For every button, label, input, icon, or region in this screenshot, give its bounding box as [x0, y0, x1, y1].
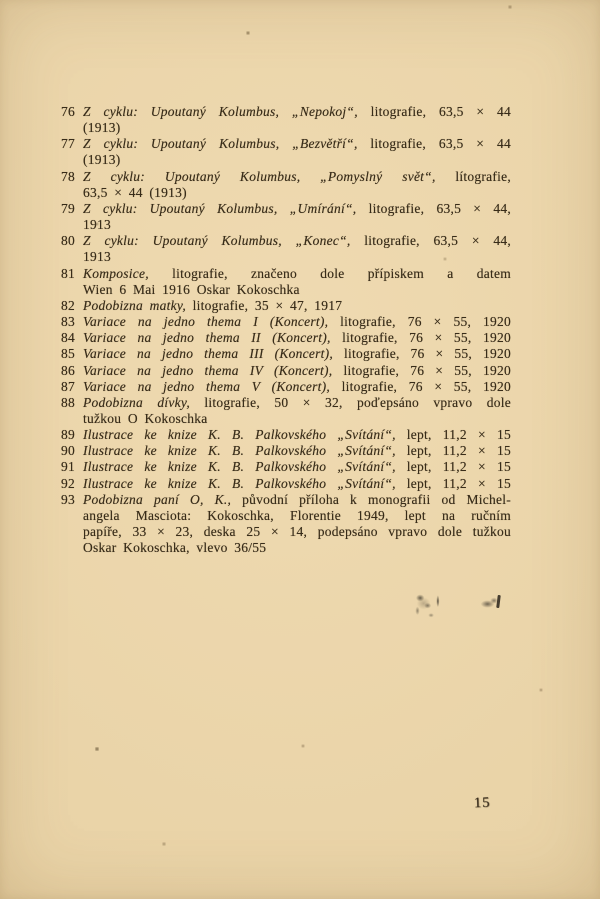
entry-number: 88 — [61, 394, 75, 410]
entry-number: 89 — [61, 427, 75, 443]
entry-line — [83, 492, 511, 508]
page-number: 15 — [473, 794, 491, 812]
entry-line — [83, 395, 511, 411]
detail-segment: litografie, 63,5 × 44 — [357, 136, 512, 152]
entry-line — [83, 120, 511, 136]
detail-segment: lept, 11,2 × 15 — [395, 443, 511, 459]
entry-text — [83, 459, 511, 475]
detail-segment: litografie, 63,5 × 44, — [350, 233, 511, 249]
entry-text — [83, 330, 511, 346]
entry-line — [83, 282, 511, 298]
entry-text — [83, 298, 511, 314]
entry-number: 90 — [61, 443, 75, 459]
entry-number: 86 — [61, 362, 75, 378]
title-segment: Ilustrace ke knize K. B. Palkovského „Svítání“, — [83, 443, 396, 459]
detail-segment: litografie, 35 × 47, 1917 — [186, 297, 343, 313]
title-segment: Ilustrace ke knize K. B. Palkovského „Svítání“, — [83, 427, 396, 443]
entry-line — [83, 459, 511, 475]
detail-segment: původní příloha k monografii od Michel- — [231, 491, 511, 507]
title-segment: Z cyklu: Upoutaný Kolumbus, „Konec“, — [83, 233, 351, 249]
entry-line — [83, 201, 511, 217]
detail-segment: litografie, značeno dole přípiskem a datem — [148, 265, 511, 281]
entry-line — [83, 169, 511, 185]
title-segment: Z cyklu: Upoutaný Kolumbus, „Nepokoj“, — [83, 104, 358, 119]
title-segment: Komposice, — [83, 265, 149, 281]
title-segment: Podobizna dívky, — [83, 394, 190, 410]
entry-line — [83, 427, 511, 443]
entry-text — [83, 201, 511, 233]
entry-number: 79 — [61, 200, 75, 216]
title-segment: Variace na jedno thema II (Koncert), — [83, 330, 331, 346]
entry-text — [83, 136, 511, 168]
entry-line — [83, 508, 511, 524]
entry-number: 83 — [61, 314, 75, 330]
detail-segment: lept, 11,2 × 15 — [395, 459, 511, 475]
catalog-entry — [61, 476, 511, 492]
entry-number: 93 — [61, 491, 75, 507]
entry-number: 87 — [61, 378, 75, 394]
entry-line — [83, 346, 511, 362]
catalog-entry — [61, 346, 511, 362]
title-segment: Z cyklu: Upoutaný Kolumbus, „Umírání“, — [83, 200, 357, 216]
catalog-entry — [61, 443, 511, 459]
catalog-entry — [61, 492, 511, 557]
ink-smudge — [410, 589, 444, 621]
entry-line — [83, 249, 511, 265]
catalog-entry — [61, 395, 511, 427]
entry-number: 84 — [61, 330, 75, 346]
entry-number: 91 — [61, 459, 75, 475]
catalog-entry — [61, 266, 511, 298]
catalog-entry — [61, 169, 511, 201]
catalog-entry — [61, 201, 511, 233]
title-segment: Z cyklu: Upoutaný Kolumbus, „Bezvětří“, — [83, 136, 358, 152]
detail-segment: 1913 — [83, 249, 111, 265]
entry-text — [83, 104, 511, 136]
detail-segment: litografie, 76 × 55, 1920 — [330, 378, 511, 394]
entry-line — [83, 379, 511, 395]
entry-number: 82 — [61, 297, 75, 313]
detail-segment: 63,5 × 44 (1913) — [83, 184, 187, 200]
catalog-entry — [61, 136, 511, 168]
entry-text — [83, 379, 511, 395]
catalog-entry — [61, 427, 511, 443]
entry-line — [83, 152, 511, 168]
entry-text — [83, 169, 511, 201]
entry-line — [83, 185, 511, 201]
catalog-entry — [61, 233, 511, 265]
entry-number: 78 — [61, 168, 75, 184]
detail-segment: Wien 6 Mai 1916 Oskar Kokoschka — [83, 281, 300, 297]
entry-number: 92 — [61, 475, 75, 491]
catalog-list — [61, 104, 511, 556]
entry-line — [83, 443, 511, 459]
title-segment: Variace na jedno thema I (Koncert), — [83, 314, 329, 330]
entry-text — [83, 314, 511, 330]
detail-segment: (1913) — [83, 120, 121, 136]
entry-line — [83, 314, 511, 330]
title-segment: Ilustrace ke knize K. B. Palkovského „Svítání“, — [83, 475, 396, 491]
entry-number: 81 — [61, 265, 75, 281]
entry-line — [83, 233, 511, 249]
detail-segment: angela Masciota: Kokoschka, Florentie 1949, lept na ručním — [83, 507, 511, 523]
entry-number: 85 — [61, 346, 75, 362]
catalog-entry — [61, 314, 511, 330]
catalog-entry — [61, 104, 511, 136]
catalog-entry — [61, 379, 511, 395]
title-segment: Variace na jedno thema III (Koncert), — [83, 346, 333, 362]
paper-speck — [0, 0, 2, 2]
entry-line — [83, 476, 511, 492]
entry-line — [83, 524, 511, 540]
detail-segment: lept, 11,2 × 15 — [395, 475, 511, 491]
entry-text — [83, 233, 511, 265]
catalog-entry — [61, 363, 511, 379]
ink-smudge — [477, 593, 502, 612]
title-segment: Podobizna matky, — [83, 297, 186, 313]
catalog-entry — [61, 459, 511, 475]
detail-segment: lept, 11,2 × 15 — [395, 427, 511, 443]
entry-text — [83, 266, 511, 298]
title-segment: Podobizna paní O, K., — [83, 491, 232, 507]
detail-segment: litografie, 76 × 55, 1920 — [330, 330, 512, 346]
entry-number: 80 — [61, 233, 75, 249]
entry-number: 76 — [61, 104, 75, 119]
entry-text — [83, 395, 511, 427]
detail-segment: 1913 — [83, 217, 111, 233]
entry-text — [83, 346, 511, 362]
detail-segment: litografie, 76 × 55, 1920 — [332, 346, 511, 362]
detail-segment: litografie, 63,5 × 44 — [357, 104, 511, 119]
entry-text — [83, 427, 511, 443]
entry-text — [83, 476, 511, 492]
title-segment: Z cyklu: Upoutaný Kolumbus, „Pomyslný svět“, — [83, 168, 436, 184]
title-segment: Variace na jedno thema V (Koncert), — [83, 378, 330, 394]
entry-line — [83, 136, 511, 152]
detail-segment: litografie, 50 × 32, poďepsáno vpravo dole — [190, 394, 511, 410]
entry-line — [83, 330, 511, 346]
detail-segment: litografie, 76 × 55, 1920 — [332, 362, 511, 378]
catalog-entry — [61, 330, 511, 346]
title-segment: Variace na jedno thema IV (Koncert), — [83, 362, 333, 378]
entry-line — [83, 540, 511, 556]
detail-segment: (1913) — [83, 152, 121, 168]
entry-text — [83, 363, 511, 379]
catalog-entry — [61, 298, 511, 314]
detail-segment: tužkou O Kokoschka — [83, 410, 208, 426]
entry-number: 77 — [61, 136, 75, 152]
detail-segment: papíře, 33 × 23, deska 25 × 14, podepsáno vpravo dole tužkou — [83, 524, 511, 540]
detail-segment: Oskar Kokoschka, vlevo 36/55 — [83, 540, 267, 556]
title-segment: Ilustrace ke knize K. B. Palkovského „Svítání“, — [83, 459, 396, 475]
entry-line — [83, 104, 511, 120]
entry-line — [83, 266, 511, 282]
detail-segment: litografie, 76 × 55, 1920 — [328, 314, 512, 330]
detail-segment: lítografie, — [435, 168, 512, 184]
entry-line — [83, 217, 511, 233]
entry-text — [83, 443, 511, 459]
entry-line — [83, 363, 511, 379]
entry-line — [83, 298, 511, 314]
entry-line — [83, 411, 511, 427]
detail-segment: litografie, 63,5 × 44, — [356, 200, 511, 216]
entry-text — [83, 492, 511, 557]
